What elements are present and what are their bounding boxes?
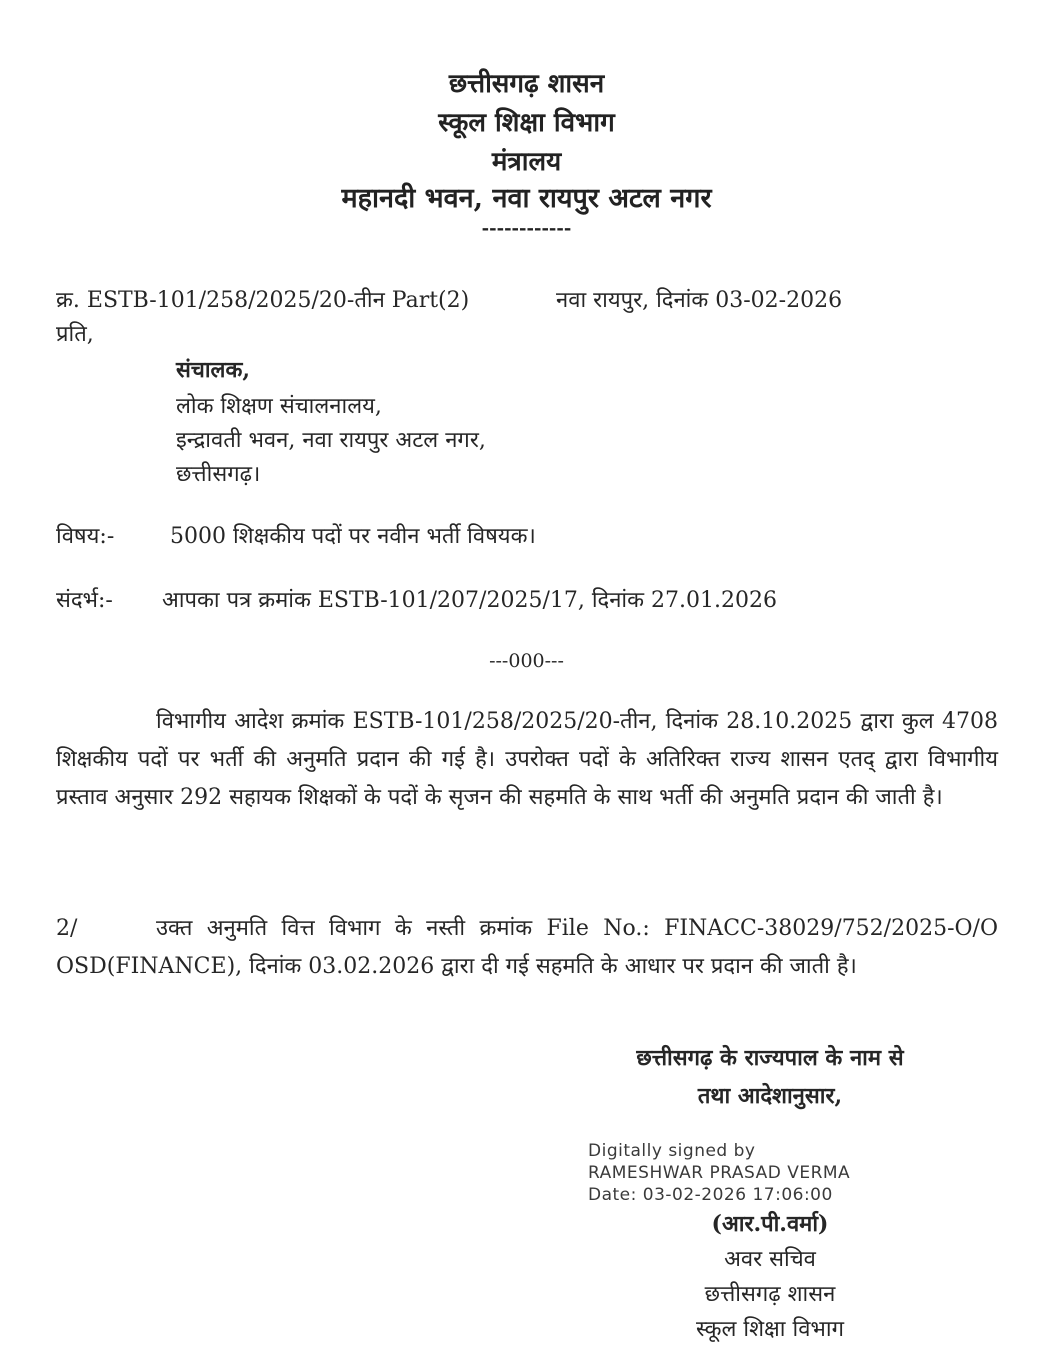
signatory-designation: अवर सचिव bbox=[724, 1247, 816, 1272]
digital-signature-name: RAMESHWAR PRASAD VERMA bbox=[588, 1163, 851, 1183]
letterhead-address: महानदी भवन, नवा रायपुर अटल नगर bbox=[341, 183, 712, 214]
body-paragraph-1 bbox=[56, 703, 998, 817]
digital-signature-label: Digitally signed by bbox=[588, 1141, 756, 1161]
reference-label: संदर्भ:- bbox=[56, 588, 113, 613]
addressee-office: लोक शिक्षण संचालनालय, bbox=[176, 394, 382, 419]
signature-authority: छत्तीसगढ़ के राज्यपाल के नाम से bbox=[636, 1045, 904, 1071]
separator: ---000--- bbox=[489, 650, 564, 672]
reference-number: क्र. ESTB-101/258/2025/20-तीन Part(2) bbox=[56, 288, 470, 313]
paragraph-2-text: उक्त अनुमति वित्त विभाग के नस्ती क्रमांक File No.: FINACC-38029/752/2025-O/O OSD(FINANCE), दिनांक 03.02.2026 द्वारा दी गई सहमति के आधार पर प्रदान की जाती है। bbox=[56, 916, 998, 979]
letterhead-government: छत्तीसगढ़ शासन bbox=[448, 69, 605, 99]
addressee-state: छत्तीसगढ़। bbox=[176, 462, 261, 487]
paragraph-2-number: 2/ bbox=[56, 916, 78, 941]
reference-place-date: नवा रायपुर, दिनांक 03-02-2026 bbox=[556, 288, 843, 313]
addressee-address: इन्द्रावती भवन, नवा रायपुर अटल नगर, bbox=[176, 428, 486, 453]
subject-text: 5000 शिक्षकीय पदों पर नवीन भर्ती विषयक। bbox=[170, 524, 536, 549]
signatory-name: (आर.पी.वर्मा) bbox=[711, 1211, 829, 1237]
signatory-department: स्कूल शिक्षा विभाग bbox=[696, 1317, 844, 1342]
prati-label: प्रति, bbox=[56, 322, 94, 347]
subject-label: विषय:- bbox=[56, 524, 115, 549]
signature-order: तथा आदेशानुसार, bbox=[697, 1083, 843, 1109]
letterhead-ministry: मंत्रालय bbox=[491, 147, 562, 177]
body-paragraph-2 bbox=[56, 910, 998, 986]
reference-text: आपका पत्र क्रमांक ESTB-101/207/2025/17, दिनांक 27.01.2026 bbox=[162, 588, 777, 613]
paragraph-1-text: विभागीय आदेश क्रमांक ESTB-101/258/2025/20-तीन, दिनांक 28.10.2025 द्वारा कुल 4708 शिक्षकीय पदों पर भर्ती की अनुमति प्रदान की गई है। उपरोक्त पदों के अतिरिक्त राज्य शासन एतद् द्वारा विभागीय प्रस्ताव अनुसार 292 सहायक शिक्षकों के पदों के सृजन की सहमति के साथ भर्ती की अनुमति प्रदान की जाती है। bbox=[56, 709, 998, 810]
letterhead-divider: ------------ bbox=[481, 218, 572, 239]
digital-signature-date: Date: 03-02-2026 17:06:00 bbox=[588, 1185, 833, 1205]
signatory-government: छत्तीसगढ़ शासन bbox=[704, 1282, 836, 1307]
letterhead-department: स्कूल शिक्षा विभाग bbox=[438, 108, 615, 138]
addressee-title: संचालक, bbox=[176, 357, 251, 383]
